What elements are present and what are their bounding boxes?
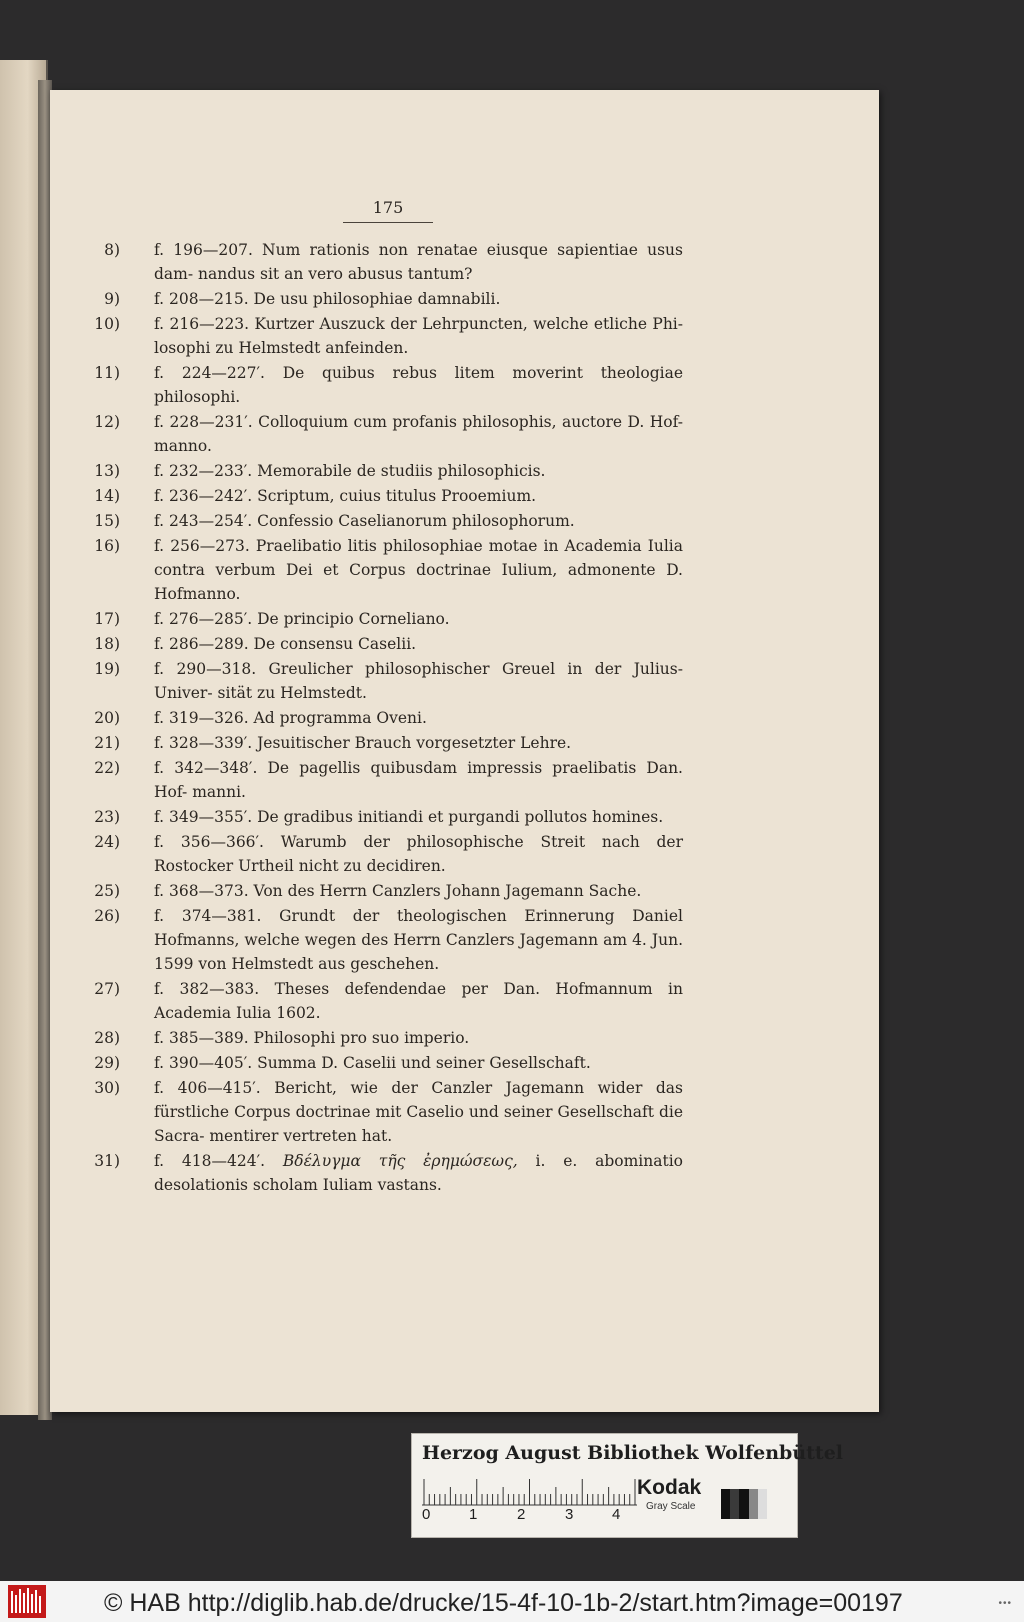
entry-text: f. 243—254′. Confessio Caselianorum philosophorum. [154,512,575,530]
entry-text: f. 224—227′. De quibus rebus litem moverint theologiae philosophi. [154,364,683,406]
scale-number: 1 [469,1506,478,1523]
contents-entry [88,459,683,483]
entry-number: 15) [94,512,120,530]
contents-entry [88,287,683,311]
contents-entry [88,484,683,508]
entry-text: f. 368—373. Von des Herrn Canzlers Johann Jagemann Sache. [154,882,642,900]
entry-text: f. 290—318. Greulicher philosophischer Greuel in der Julius-Univer- sität zu Helmstedt. [154,660,683,702]
scale-number: 0 [422,1506,431,1523]
contents-entry [88,1149,683,1197]
contents-entry [88,904,683,976]
entry-number: 31) [94,1152,120,1170]
contents-entry [88,706,683,730]
entry-number: 20) [94,709,120,727]
contents-entry [88,1076,683,1148]
entry-text: f. 418—424′. [154,1152,266,1170]
entry-text: f. 276—285′. De principio Corneliano. [154,610,450,628]
entry-text: f. 256—273. Praelibatio litis philosophiae motae in Academia Iulia contra verbum Dei et Corpus doctrinae Iulium, admonente D. Hofmanno. [154,537,683,603]
contents-entry [88,731,683,755]
page-number-rule [343,222,433,223]
scale-number: 3 [565,1506,574,1523]
contents-entry [88,361,683,409]
entry-text: f. 328—339′. Jesuitischer Brauch vorgesetzter Lehre. [154,734,572,752]
library-scan-label [411,1433,843,1538]
contents-entry [88,805,683,829]
scale-ruler [422,1478,637,1506]
contents-entry [88,830,683,878]
page-number: 175 [372,198,404,217]
entry-number: 13) [94,462,120,480]
entry-text: f. 406—415′. Bericht, wie der Canzler Jagemann wider das fürstliche Corpus doctrinae mit Caselio und seiner Gesellschaft die Sacra- mentirer vertreten hat. [154,1079,683,1145]
entry-number: 21) [94,734,120,752]
kodak-logo: Kodak [637,1476,702,1499]
entry-number: 11) [94,364,120,382]
entry-text: i. e. abominatio desolationis scholam Iuliam vastans. [154,1152,683,1194]
contents-entry [88,1026,683,1050]
gray-scale-label: Gray Scale [646,1501,696,1512]
contents-entry [88,312,683,360]
entry-text: f. 356—366′. Warumb der philosophische Streit nach der Rostocker Urtheil nicht zu decidiren. [154,833,683,875]
entry-text: f. 228—231′. Colloquium cum profanis philosophis, auctore D. Hof- manno. [154,413,683,455]
entry-text: f. 349—355′. De gradibus initiandi et purgandi pollutos homines. [154,808,664,826]
contents-entry [88,534,683,606]
entry-number: 28) [94,1029,120,1047]
scale-number: 4 [612,1506,621,1523]
entry-number: 29) [94,1054,120,1072]
entry-number: 24) [94,833,120,851]
entry-text: f. 319—326. Ad programma Oveni. [154,709,427,727]
entry-text: f. 342—348′. De pagellis quibusdam impressis praelibatis Dan. Hof- manni. [154,759,683,801]
entry-number: 10) [94,315,120,333]
entry-greek-text: Βδέλυγμα τῆς ἐρημώσεως, [282,1152,518,1170]
entry-number: 30) [94,1079,120,1097]
entry-number: 27) [94,980,120,998]
library-name: Herzog August Bibliothek Wolfenbüttel [422,1442,843,1464]
contents-entry [88,977,683,1025]
entry-text: f. 196—207. Num rationis non renatae eiusque sapientiae usus dam- nandus sit an vero abusus tantum? [154,241,683,283]
entry-text: f. 208—215. De usu philosophiae damnabili. [154,290,501,308]
entry-number: 22) [94,759,120,777]
entry-number: 16) [94,537,120,555]
contents-entry [88,509,683,533]
entry-text: f. 382—383. Theses defendendae per Dan. Hofmannum in Academia Iulia 1602. [154,980,683,1022]
entry-number: 14) [94,487,120,505]
contents-entry [88,657,683,705]
entry-text: f. 232—233′. Memorabile de studiis philosophicis. [154,462,546,480]
viewer-footer [0,1581,1024,1622]
entry-text: f. 390—405′. Summa D. Caselii und seiner Gesellschaft. [154,1054,591,1072]
contents-entry [88,410,683,458]
entry-number: 8) [104,241,120,259]
entry-text: f. 236—242′. Scriptum, cuius titulus Prooemium. [154,487,537,505]
hab-logo-icon [8,1585,46,1618]
more-options-icon[interactable]: ••• [998,1598,1012,1609]
entry-text: f. 385—389. Philosophi pro suo imperio. [154,1029,470,1047]
contents-entry [88,879,683,903]
contents-entry [88,756,683,804]
contents-entry [88,632,683,656]
contents-entry [88,607,683,631]
scale-number: 2 [517,1506,526,1523]
entry-number: 23) [94,808,120,826]
entry-number: 19) [94,660,120,678]
entry-number: 26) [94,907,120,925]
entry-number: 12) [94,413,120,431]
entry-text: f. 374—381. Grundt der theologischen Erinnerung Daniel Hofmanns, welche wegen des Herrn Canzlers Jagemann am 4. Jun. 1599 von Helmstedt aus geschehen. [154,907,683,973]
contents-entry [88,238,683,286]
entry-number: 17) [94,610,120,628]
gray-scale-patch [721,1489,767,1519]
entry-number: 25) [94,882,120,900]
entry-number: 18) [94,635,120,653]
entry-text: f. 286—289. De consensu Caselii. [154,635,417,653]
entry-number: 9) [104,290,120,308]
entry-text: f. 216—223. Kurtzer Auszuck der Lehrpuncten, welche etliche Phi- losophi zu Helmstedt anfeinden. [154,315,683,357]
manuscript-contents-list [88,238,683,1198]
copyright-url[interactable]: © HAB http://diglib.hab.de/drucke/15-4f-10-1b-2/start.htm?image=00197 [104,1589,903,1617]
contents-entry [88,1051,683,1075]
